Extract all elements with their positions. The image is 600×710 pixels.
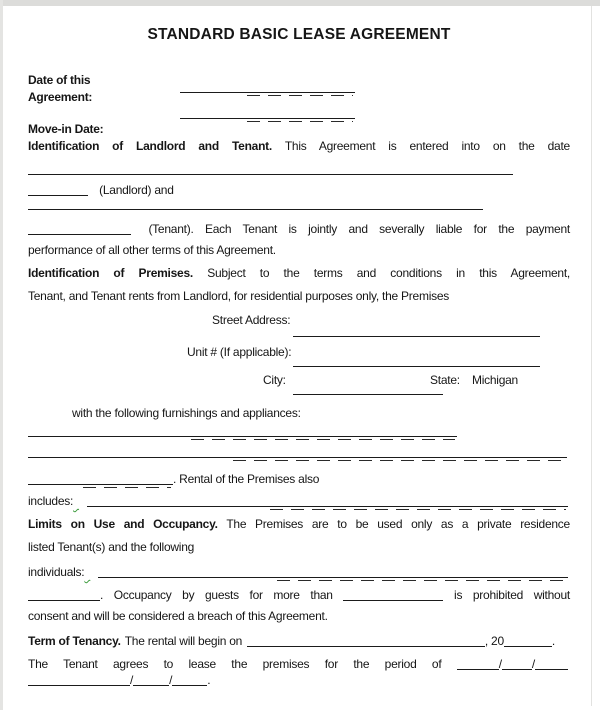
state-value: Michigan (471, 373, 518, 387)
city-label: City: (263, 373, 286, 387)
limits-intro-line (28, 517, 570, 532)
sentence-end: . (207, 673, 211, 687)
begin-date-blank (247, 634, 485, 647)
period-year-blank (535, 657, 568, 670)
year-blank (504, 634, 552, 647)
term-sentence-end: . (551, 634, 555, 648)
rental-also-line (28, 470, 319, 487)
period-end-month-blank (28, 673, 130, 686)
guests-line (28, 586, 570, 603)
tenant-suffix: (Tenant). (148, 222, 194, 236)
period-day-blank (502, 657, 532, 670)
individuals-blank (98, 565, 568, 578)
premises-heading: Identification of Premises. (28, 266, 193, 280)
spellcheck-squiggle-icon (73, 501, 86, 509)
includes-label: includes: (28, 494, 74, 508)
tenant-name-blank (28, 222, 131, 235)
scan-edge-top (0, 0, 600, 6)
furnishings-blank-line-1 (28, 436, 457, 437)
state-label: State: (430, 373, 460, 387)
period-month-blank (457, 657, 499, 670)
term-year-prefix: , 20 (484, 634, 504, 648)
period-line-2 (28, 671, 210, 688)
unit-blank-line (293, 366, 540, 367)
individuals-label: individuals: (28, 565, 85, 579)
premises-intro-line2: Tenant, and Tenant rents from Landlord, for residential purposes only, the Premises (28, 289, 450, 303)
tenant-name-blank-line (28, 209, 483, 210)
slash-separator: / (498, 657, 502, 671)
individuals-line (28, 563, 568, 580)
landlord-suffix: (Landlord) and (99, 183, 174, 197)
slash-separator: / (531, 657, 535, 671)
landlord-name-blank-line (28, 174, 513, 175)
limits-line3: consent and will be considered a breach of this Agreement. (28, 609, 328, 623)
premises-intro-text: Subject to the terms and conditions in this Agreement, (207, 266, 570, 280)
scan-edge-right (591, 6, 592, 706)
premises-intro-line (28, 266, 570, 281)
move-in-date-blank-line (180, 118, 355, 119)
period-line (28, 655, 568, 672)
period-end-year-blank (172, 673, 207, 686)
guests-post-text: is prohibited without (454, 588, 570, 602)
parties-intro-line (28, 139, 570, 154)
includes-blank (87, 494, 568, 507)
slash-separator: / (130, 673, 134, 687)
period-end-day-blank (133, 673, 169, 686)
spellcheck-squiggle-icon (84, 572, 97, 580)
slash-separator: / (169, 673, 173, 687)
city-blank-line (293, 394, 443, 395)
term-begin-text: The rental will begin on (124, 634, 243, 648)
furnishings-blank-line-2 (28, 457, 567, 458)
parties-intro-text: This Agreement is entered into on the date (284, 139, 570, 153)
parties-heading: Identification of Landlord and Tenant. (28, 139, 272, 153)
tenant-liability-text: Each Tenant is jointly and severally liable for the payment (204, 222, 570, 236)
period-text: The Tenant agrees to lease the premises for the period of (28, 657, 442, 671)
street-address-blank-line (293, 336, 540, 337)
limits-heading: Limits on Use and Occupancy. (28, 517, 218, 531)
term-heading: Term of Tenancy. (28, 634, 121, 648)
furnishings-blank-3 (28, 472, 173, 485)
date-label-line2: Agreement: (28, 90, 93, 104)
includes-line (28, 492, 568, 509)
street-address-label: Street Address: (212, 313, 291, 327)
limits-intro-text: The Premises are to be used only as a private residence (226, 517, 570, 531)
term-line (28, 632, 555, 649)
individuals-blank-2 (28, 588, 100, 601)
document-title: STANDARD BASIC LEASE AGREEMENT (147, 26, 451, 43)
agreement-date-blank-line (180, 92, 355, 93)
rental-also-text: . Rental of the Premises also (173, 472, 320, 486)
landlord-name-blank (28, 183, 88, 196)
parties-continuation-line: performance of all other terms of this Agreement. (28, 243, 276, 257)
scan-edge-left (0, 0, 3, 710)
guests-pre-text: . Occupancy by guests for more than (100, 588, 333, 602)
guest-duration-blank (343, 588, 443, 601)
move-in-label: Move-in Date: (28, 122, 104, 136)
furnishings-label: with the following furnishings and appliances: (72, 406, 301, 420)
date-label-line1: Date of this (28, 73, 91, 87)
unit-label: Unit # (If applicable): (187, 345, 292, 359)
landlord-line (28, 181, 174, 198)
period-date-group-1 (457, 657, 568, 671)
limits-line2: listed Tenant(s) and the following (28, 540, 195, 554)
tenant-line (28, 220, 570, 237)
state-line (430, 373, 518, 388)
